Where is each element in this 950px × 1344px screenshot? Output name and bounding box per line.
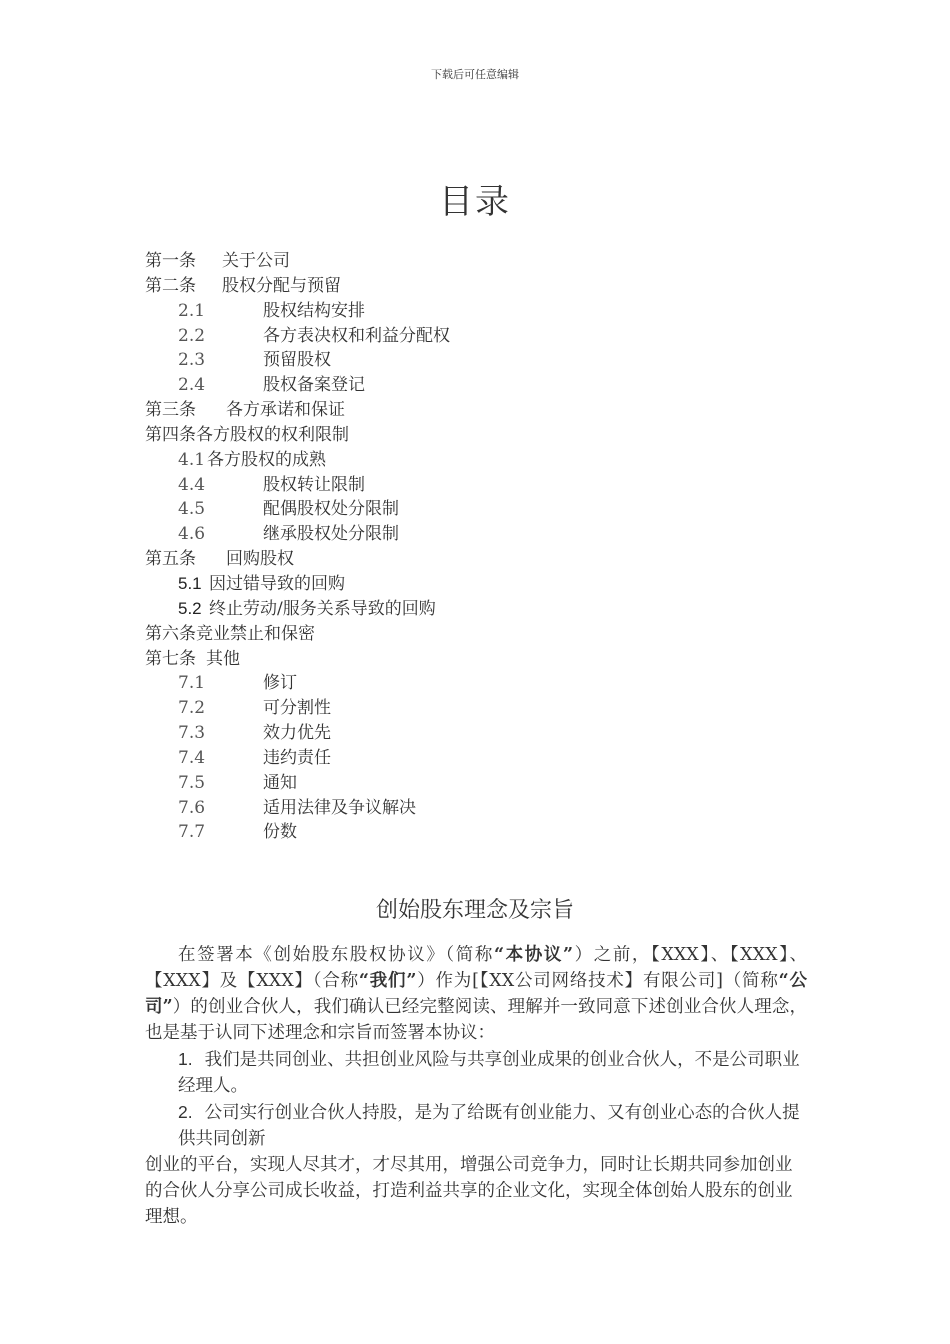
- toc-subitem[interactable]: [145, 771, 825, 796]
- toc-subitem[interactable]: [145, 373, 825, 398]
- toc-item-number: 第七条: [145, 648, 196, 669]
- toc-subitem[interactable]: [145, 721, 825, 746]
- toc-item[interactable]: [145, 423, 825, 448]
- toc-item-number: 4.5: [178, 499, 206, 520]
- toc-subitem[interactable]: [145, 497, 825, 522]
- toc-item-number: 7.2: [178, 698, 206, 719]
- toc-item-number: 2.2: [178, 325, 206, 346]
- section-title: 创始股东理念及宗旨: [375, 898, 574, 923]
- toc-item-number: 7.3: [178, 723, 206, 744]
- toc-item-text: 因过错导致的回购: [209, 573, 346, 594]
- toc-item[interactable]: [145, 622, 825, 647]
- toc-item-text: 回购股权: [226, 549, 294, 570]
- list-item-text: 公司实行创业合伙人持股，是为了给既有创业能力、又有创业心态的合伙人提供共同创新: [178, 1103, 800, 1149]
- toc-item-number: 第五条: [145, 549, 196, 570]
- table-of-contents: [145, 249, 825, 845]
- toc-subitem[interactable]: [145, 473, 825, 498]
- intro-text: 在签署本《创始股东股权协议》（简称: [178, 945, 494, 965]
- toc-item-number: 第三条: [145, 400, 196, 421]
- toc-item-text: 修订: [263, 673, 297, 694]
- toc-subitem[interactable]: [145, 572, 825, 597]
- toc-item-text: 股权结构安排: [263, 300, 365, 321]
- toc-item-text: 各方表决权和利益分配权: [263, 325, 450, 346]
- list-item: [145, 1099, 807, 1152]
- continuation-paragraph: 创业的平台，实现人尽其才，才尽其用，增强公司竞争力，同时让长期共同参加创业的合伙人分享公司成长收益，打造利益共享的企业文化，实现全体创始人股东的创业理想。: [145, 1155, 793, 1227]
- intro-text: ）作为[【XX公司网络技术】有限公司]（简称: [416, 971, 779, 991]
- intro-bold-term: “公司”: [145, 971, 807, 1017]
- toc-subitem[interactable]: [145, 597, 825, 622]
- intro-text: ）的创业合伙人，我们确认已经完整阅读、理解并一致同意下述创业合伙人理念，也是基于认同下述理念和宗旨而签署本协议：: [145, 997, 807, 1043]
- toc-subitem[interactable]: [145, 299, 825, 324]
- toc-item-number: 4.4: [178, 474, 206, 495]
- toc-item-number: 5.1: [178, 573, 202, 593]
- toc-item-text: 其他: [206, 648, 240, 669]
- toc-item-number: 2.1: [178, 300, 206, 321]
- intro-bold-term: “本协议”: [493, 945, 574, 965]
- toc-item[interactable]: [145, 647, 825, 672]
- toc-item-text: 各方股权的成熟: [207, 449, 327, 470]
- toc-item-number: 第六条: [145, 623, 196, 644]
- toc-item-number: 7.4: [178, 747, 206, 768]
- toc-item-text: 继承股权处分限制: [263, 524, 399, 545]
- toc-item-number: 2.3: [178, 350, 206, 371]
- intro-paragraph: [145, 942, 807, 1046]
- toc-subitem[interactable]: [145, 671, 825, 696]
- toc-item-text: 终止劳动/服务关系导致的回购: [209, 598, 436, 619]
- toc-item-number: 第二条: [145, 275, 196, 296]
- list-item: [145, 1046, 807, 1099]
- toc-item-text: 预留股权: [263, 350, 331, 371]
- intro-text: ）之前，【XXX】、【XXX】、【XXX】及【XXX】（合称: [145, 945, 807, 991]
- toc-item-number: 5.2: [178, 598, 202, 618]
- page-header: 下载后可任意编辑: [431, 68, 519, 81]
- toc-subitem[interactable]: [145, 324, 825, 349]
- toc-item-text: 通知: [263, 772, 297, 793]
- toc-item-text: 股权分配与预留: [222, 275, 341, 296]
- toc-item-number: 2.4: [178, 375, 206, 396]
- toc-item-number: 第一条: [145, 251, 196, 271]
- toc-subitem[interactable]: [145, 796, 825, 821]
- toc-subitem[interactable]: [145, 746, 825, 771]
- toc-subitem[interactable]: [145, 820, 825, 845]
- toc-item[interactable]: [145, 398, 825, 423]
- toc-item-number: 第四条: [145, 424, 196, 445]
- toc-item-text: 各方承诺和保证: [226, 400, 345, 421]
- list-marker: 1.: [178, 1049, 193, 1069]
- toc-subitem[interactable]: [145, 696, 825, 721]
- intro-bold-term: “我们”: [358, 971, 417, 991]
- toc-item-text: 可分割性: [263, 698, 331, 719]
- toc-item-text: 份数: [263, 822, 297, 843]
- toc-item-text: 适用法律及争议解决: [263, 797, 416, 818]
- toc-subitem[interactable]: [145, 448, 825, 473]
- toc-item-number: 4.1: [178, 449, 206, 470]
- toc-item-number: 7.1: [178, 673, 206, 694]
- toc-item-number: 7.7: [178, 822, 206, 843]
- toc-item-text: 各方股权的权利限制: [196, 424, 349, 445]
- toc-item-number: 7.5: [178, 772, 206, 793]
- toc-item-text: 股权备案登记: [263, 375, 365, 396]
- toc-item-number: 4.6: [178, 524, 206, 545]
- section-body: [145, 942, 807, 1230]
- toc-item-text: 股权转让限制: [263, 474, 365, 495]
- toc-subitem[interactable]: [145, 348, 825, 373]
- toc-item-text: 配偶股权处分限制: [263, 499, 399, 520]
- toc-subitem[interactable]: [145, 522, 825, 547]
- toc-item[interactable]: [145, 249, 825, 274]
- toc-item-text: 竞业禁止和保密: [196, 623, 315, 644]
- toc-item[interactable]: [145, 547, 825, 572]
- toc-item-number: 7.6: [178, 797, 206, 818]
- toc-item-text: 违约责任: [263, 747, 331, 768]
- list-marker: 2.: [178, 1102, 193, 1122]
- toc-title: 目录: [439, 182, 511, 222]
- toc-item-text: 关于公司: [222, 251, 290, 271]
- list-item-text: 我们是共同创业、共担创业风险与共享创业成果的创业合伙人，不是公司职业经理人。: [178, 1050, 800, 1096]
- toc-item[interactable]: [145, 274, 825, 299]
- toc-item-text: 效力优先: [263, 723, 331, 744]
